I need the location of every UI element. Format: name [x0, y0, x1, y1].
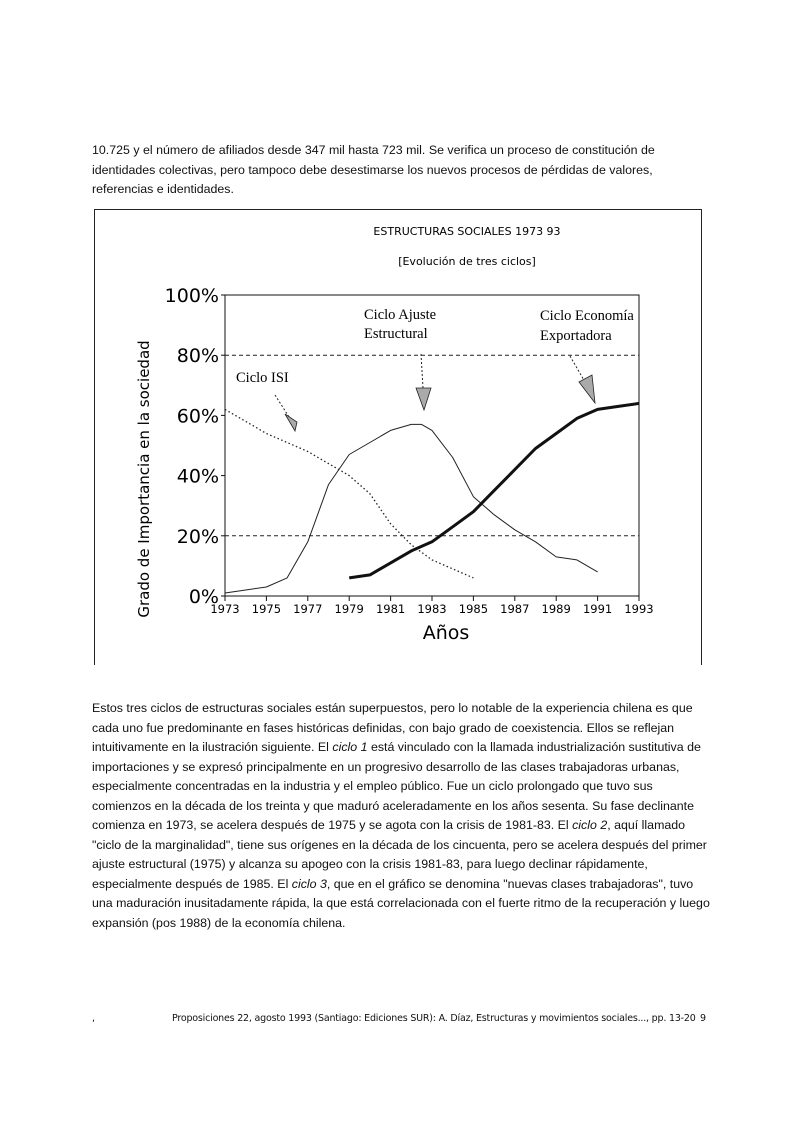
footer-mark: , [92, 1013, 95, 1024]
y-axis-ticks [165, 285, 225, 608]
annotation-ciclo-ajuste-line1: Ciclo Ajuste [364, 307, 437, 323]
emphasis-ciclo-1: ciclo 1 [332, 740, 368, 754]
series-line-2 [225, 424, 598, 593]
x-tick-label: 1983 [417, 602, 447, 616]
x-tick-label: 1991 [582, 602, 613, 616]
paragraph-text: Estos tres ciclos de estructuras sociales están superpuestos, pero lo notable de la experiencia chilena es que cada uno fue predominante en fases históricas definidas, con bajo grado de coexistencia. Ellos se reflejan intuitivamente en la ilustración siguiente. El [92, 701, 693, 754]
annotation-ciclo-ajuste-line2: Estructural [364, 326, 428, 342]
footer-citation: Proposiciones 22, agosto 1993 (Santiago: Ediciones SUR): A. Díaz, Estructuras y movimientos sociales..., pp. 13-20 [172, 1013, 696, 1024]
x-tick-label: 1977 [293, 602, 323, 616]
emphasis-ciclo-3: ciclo 3 [291, 876, 327, 891]
series-line-1 [225, 409, 473, 578]
y-tick-label: 60% [176, 405, 219, 428]
chart-figure [94, 209, 702, 665]
x-tick-label: 1973 [210, 602, 240, 616]
annotation-ciclo-isi-label: Ciclo ISI [236, 370, 289, 386]
paragraph-text: , que en el gráfico se denomina "nuevas clases trabajadoras", tuvo una maduración inusitadamente rápida, la que está correlacionada con el fuerte ritmo de la recuperación y luego expansión (pos 1988) de la economía chilena. [92, 876, 710, 930]
paragraph-text: está vinculado con la llamada industrialización sustitutiva de importaciones y se expresó principalmente en un progresivo desarrollo de las clases trabajadoras urbanas, especialmente concentradas en la industria y el empleo público. Fue un ciclo prolongado que tuvo sus comienzos en la década de los treinta y que maduró aceleradamente en los años sesenta. Su fase declinante comienza en 1973, se acelera después de 1975 y se agota con la crisis de 1981-83. El [92, 740, 701, 832]
x-tick-label: 1987 [500, 602, 530, 616]
annotation-ciclo-economia-leader [570, 356, 585, 382]
series-layer [225, 403, 639, 593]
arrow-icon [579, 375, 595, 403]
x-axis-label: Años [422, 622, 470, 644]
x-tick-label: 1979 [334, 602, 364, 616]
y-tick-label: 0% [188, 586, 219, 608]
emphasis-ciclo-2: ciclo 2 [572, 818, 608, 832]
x-tick-label: 1975 [251, 602, 282, 616]
x-axis-ticks [210, 596, 653, 616]
x-tick-label: 1981 [375, 602, 406, 616]
annotation-ciclo-isi [236, 370, 297, 431]
annotation-ciclo-ajuste-leader [421, 354, 423, 388]
page-number: 9 [700, 1013, 706, 1024]
arrow-icon [416, 388, 431, 410]
y-tick-label: 20% [176, 525, 219, 548]
paragraph-cycles [92, 699, 712, 933]
x-tick-label: 1989 [541, 602, 571, 616]
annotation-ciclo-economia-line1: Ciclo Economía [540, 308, 634, 324]
chart-title: ESTRUCTURAS SOCIALES 1973 93 [373, 225, 561, 238]
x-tick-label: 1985 [458, 602, 489, 616]
y-tick-label: 40% [176, 465, 219, 488]
y-tick-label: 100% [164, 285, 219, 307]
y-tick-label: 80% [176, 345, 219, 368]
chart-subtitle: [Evolución de tres ciclos] [398, 255, 536, 268]
paragraph-intro: 10.725 y el número de afiliados desde 347 mil hasta 723 mil. Se verifica un proceso de constitución de identidades colectivas, pero tampoco debe desestimarse los nuevos procesos de pérdidas de valores, referencias e identidades. [92, 143, 655, 196]
paragraph-text: , aquí llamado "ciclo de la marginalidad", tiene sus orígenes en la década de los cincuenta, pero se acelera después del primer ajuste estructural (1975) y alcanza su apogeo con la crisis 1981-83, para luego declinar rápidamente, especialmente después de 1985. El [92, 818, 707, 891]
annotation-ciclo-ajuste [364, 307, 436, 410]
annotation-ciclo-economia-line2: Exportadora [540, 328, 612, 344]
chart-canvas [95, 210, 701, 666]
arrow-icon [285, 414, 297, 431]
x-tick-label: 1993 [624, 602, 654, 616]
y-axis-label: Grado de Importancia en la sociedad [135, 340, 153, 618]
